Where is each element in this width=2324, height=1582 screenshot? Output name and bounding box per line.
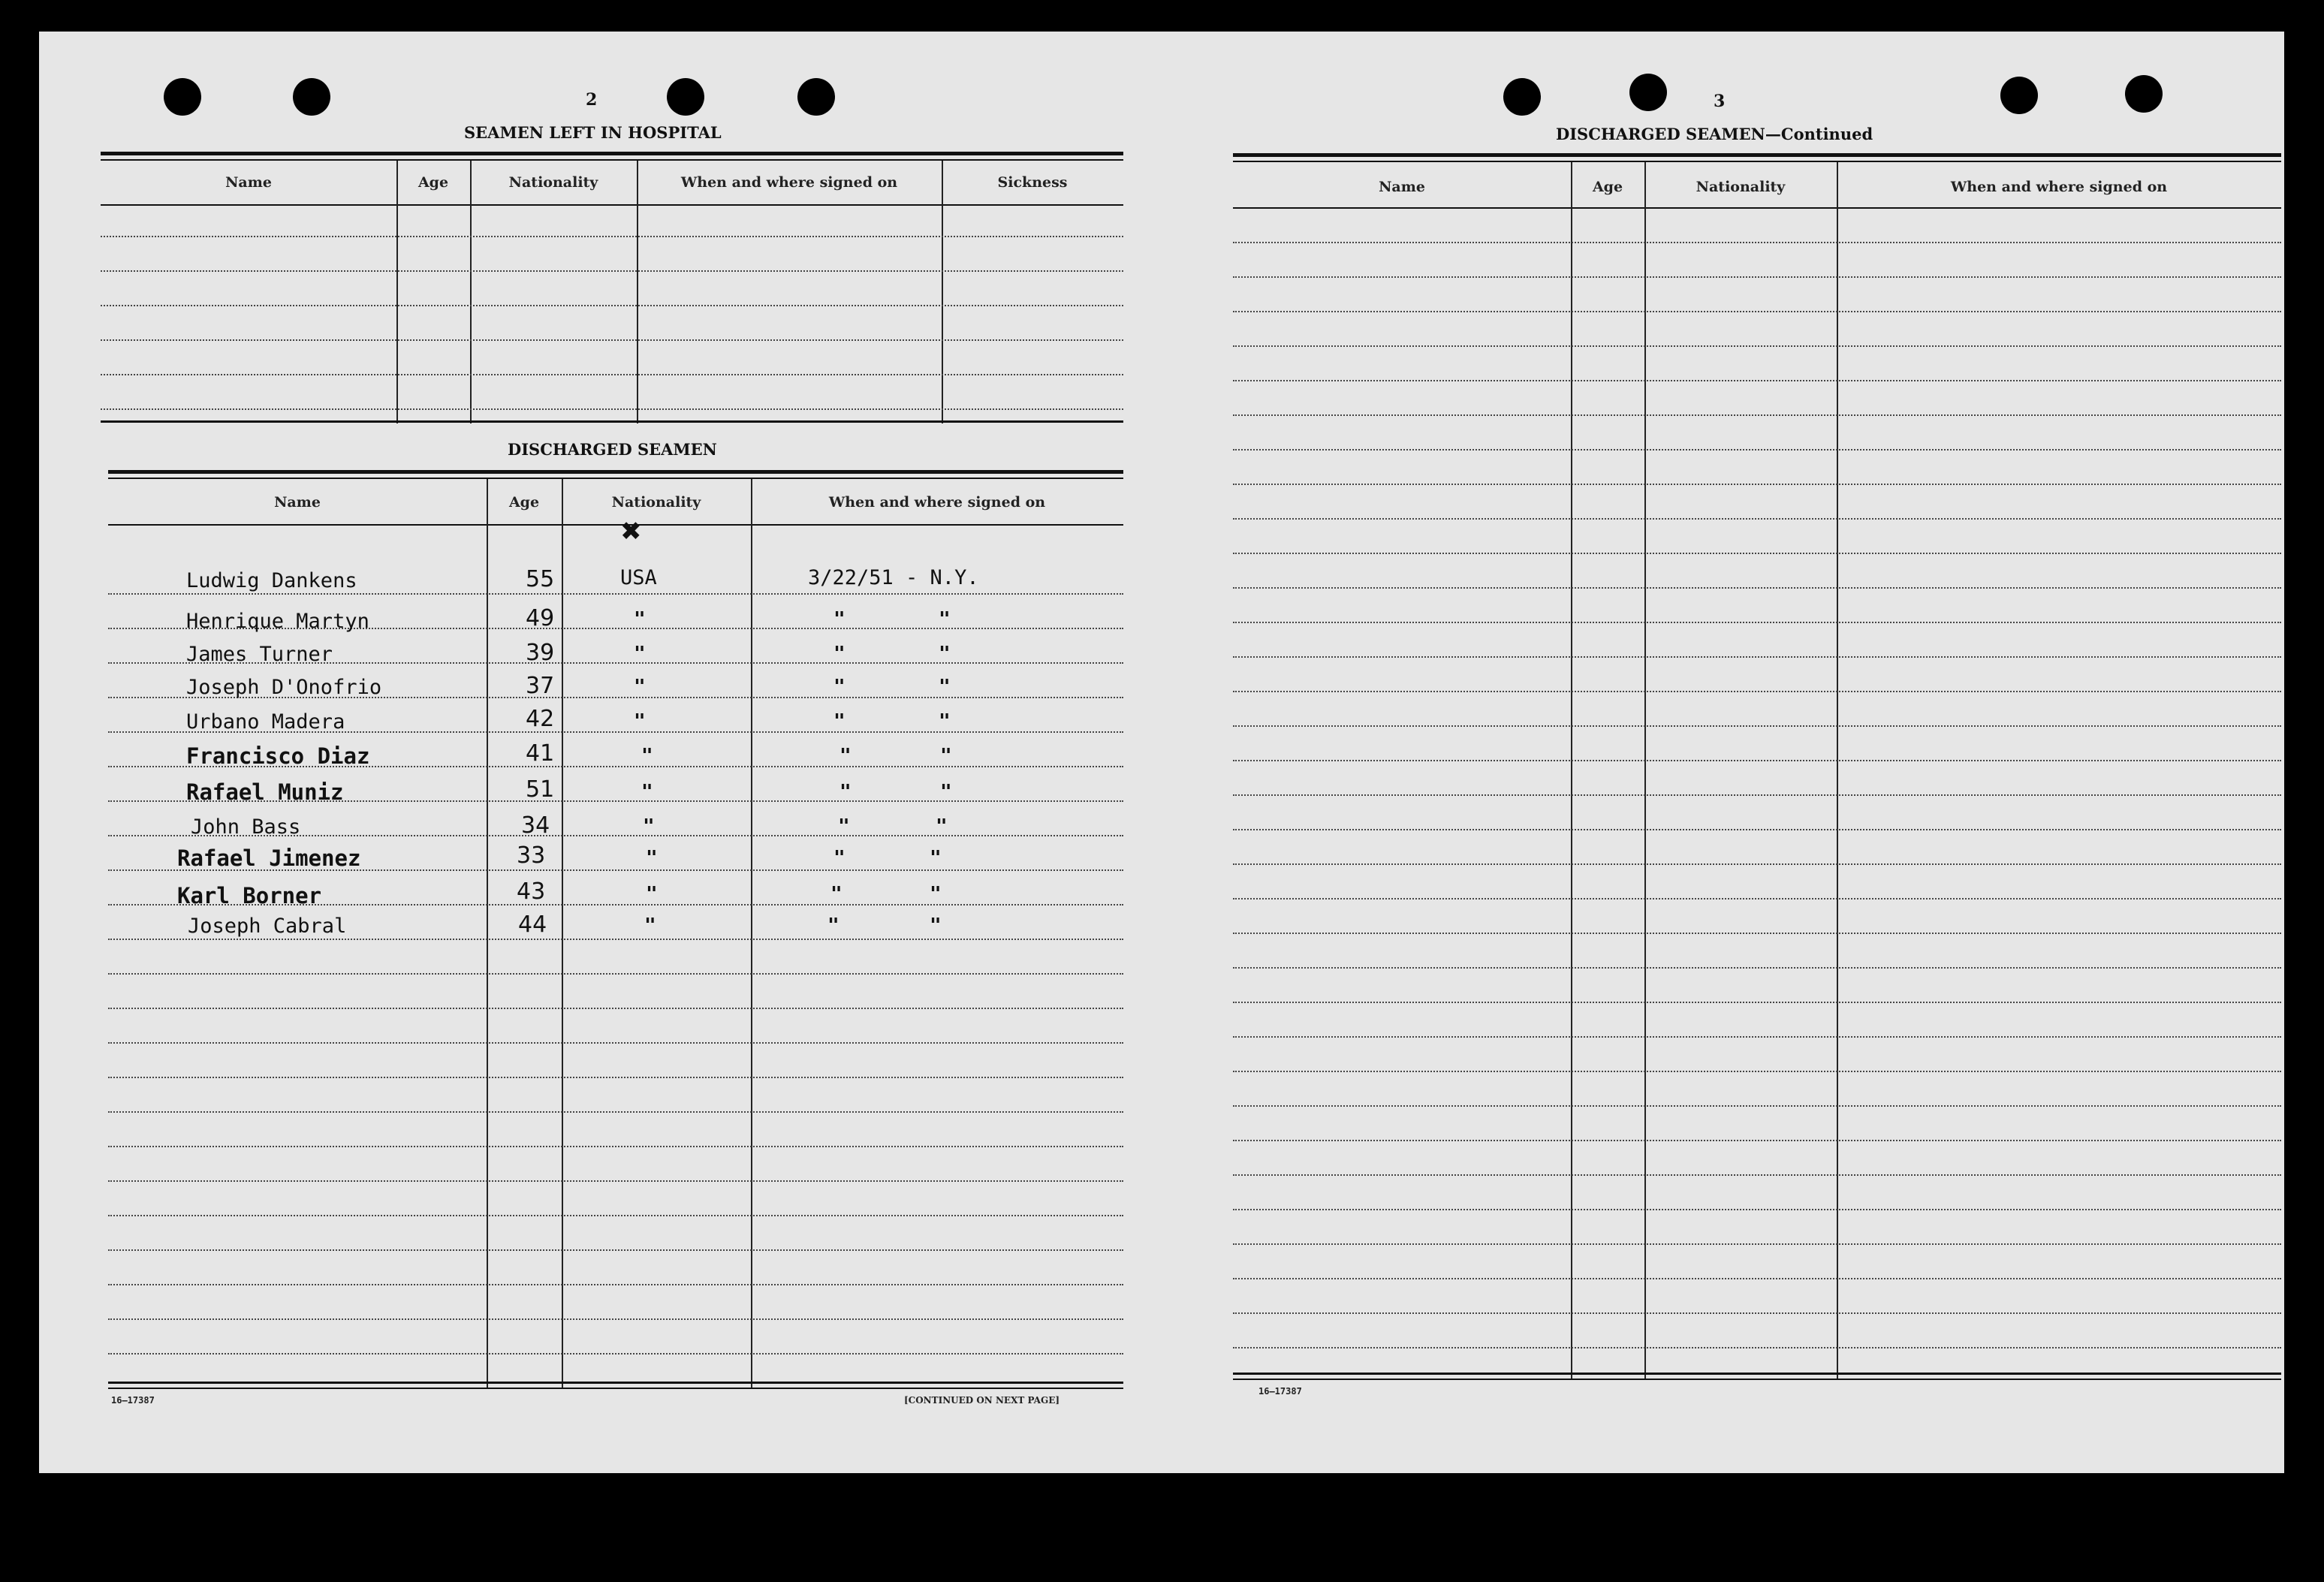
continued-note: [CONTINUED ON NEXT PAGE] (904, 1395, 1060, 1406)
page-number-right: 3 (1714, 92, 1726, 111)
hospital-header-sickness: Sickness (997, 174, 1068, 191)
seaman-name: Joseph Cabral (188, 915, 347, 938)
punch-hole (1503, 78, 1541, 116)
seaman-nationality: " (634, 710, 646, 733)
seaman-age: 41 (526, 740, 555, 767)
seaman-age: 34 (521, 812, 550, 839)
ditto-mark: " (939, 608, 951, 631)
seaman-signed-on: " (833, 676, 846, 698)
hospital-section-title: SEAMEN LEFT IN HOSPITAL (464, 123, 722, 142)
seaman-signed-on: " (833, 847, 846, 869)
continued-title-main: DISCHARGED SEAMEN (1556, 125, 1765, 143)
seaman-age: 55 (526, 566, 555, 592)
hospital-table (101, 152, 1123, 460)
check-mark-icon: ✖ (620, 517, 642, 547)
discharged-header-age: Age (508, 494, 540, 511)
ditto-mark: " (940, 745, 952, 767)
seaman-signed-on: " (833, 643, 846, 665)
seaman-signed-on: " (839, 781, 852, 803)
form-number-left: 16—17387 (111, 1395, 155, 1406)
discharged-section-title: DISCHARGED SEAMEN (508, 440, 717, 459)
seaman-signed-on: 3/22/51 - N.Y. (808, 566, 979, 589)
seaman-age: 39 (526, 640, 555, 666)
seaman-signed-on: " (839, 745, 852, 767)
seaman-name: James Turner (186, 643, 333, 666)
continued-header-name: Name (1379, 179, 1425, 195)
seaman-age: 37 (526, 673, 555, 699)
seaman-name: Urbano Madera (186, 710, 345, 734)
seaman-age: 43 (517, 878, 546, 905)
seaman-name: John Bass (191, 815, 301, 839)
seaman-name: Ludwig Dankens (186, 569, 357, 592)
punch-hole (2125, 75, 2163, 113)
ditto-mark: " (936, 815, 948, 838)
punch-hole (293, 78, 330, 116)
continued-header-signed-on: When and where signed on (1950, 179, 2168, 195)
punch-hole (164, 78, 201, 116)
seaman-nationality: " (634, 608, 646, 631)
ditto-mark: " (939, 643, 951, 665)
continued-header-nationality: Nationality (1696, 179, 1786, 195)
discharged-header-name: Name (274, 494, 321, 511)
seaman-age: 49 (526, 605, 555, 631)
seaman-nationality: " (641, 745, 653, 767)
seaman-name: Rafael Muniz (186, 779, 344, 805)
ditto-mark: " (939, 676, 951, 698)
continued-section-title (1556, 125, 1873, 143)
seaman-nationality: USA (620, 566, 657, 589)
ditto-mark: " (930, 847, 942, 869)
seaman-age: 51 (526, 776, 555, 803)
seaman-signed-on: " (827, 915, 839, 937)
document-sheet (39, 32, 2284, 1473)
seaman-age: 44 (518, 912, 547, 938)
ditto-mark: " (930, 883, 942, 906)
discharged-header-nationality: Nationality (611, 494, 701, 511)
punch-hole (2000, 77, 2038, 114)
seaman-signed-on: " (838, 815, 850, 838)
seaman-age: 33 (517, 842, 546, 869)
seaman-signed-on: " (833, 608, 846, 631)
hospital-header-age: Age (417, 174, 449, 191)
hospital-header-name: Name (225, 174, 272, 191)
hospital-header-signed-on: When and where signed on (680, 174, 898, 191)
discharged-header-signed-on: When and where signed on (828, 494, 1046, 511)
ditto-mark: " (930, 915, 942, 937)
continued-header-age: Age (1592, 179, 1623, 195)
ditto-mark: " (939, 710, 951, 733)
punch-hole (667, 78, 704, 116)
seaman-nationality: " (641, 781, 653, 803)
discharged-continued-table (1233, 153, 2281, 1415)
seaman-nationality: " (646, 847, 658, 869)
discharged-table (108, 470, 1123, 1424)
seaman-nationality: " (644, 915, 656, 937)
seaman-nationality: " (634, 643, 646, 665)
ditto-mark: " (940, 781, 952, 803)
seaman-age: 42 (526, 706, 555, 732)
seaman-name: Joseph D'Onofrio (186, 676, 382, 699)
seaman-name: Henrique Martyn (186, 610, 369, 633)
seaman-nationality: " (634, 676, 646, 698)
seaman-nationality: " (643, 815, 655, 838)
punch-hole (797, 78, 835, 116)
seaman-signed-on: " (833, 710, 846, 733)
hospital-header-nationality: Nationality (508, 174, 598, 191)
seaman-name: Francisco Diaz (186, 743, 370, 769)
seaman-name: Karl Borner (177, 883, 322, 909)
page-number-left: 2 (586, 90, 598, 110)
form-number-right: 16—17387 (1258, 1386, 1302, 1397)
seaman-nationality: " (646, 883, 658, 906)
seaman-signed-on: " (830, 883, 842, 906)
punch-hole (1629, 74, 1667, 111)
seaman-name: Rafael Jimenez (177, 845, 361, 871)
continued-title-suffix: —Continued (1765, 125, 1873, 143)
